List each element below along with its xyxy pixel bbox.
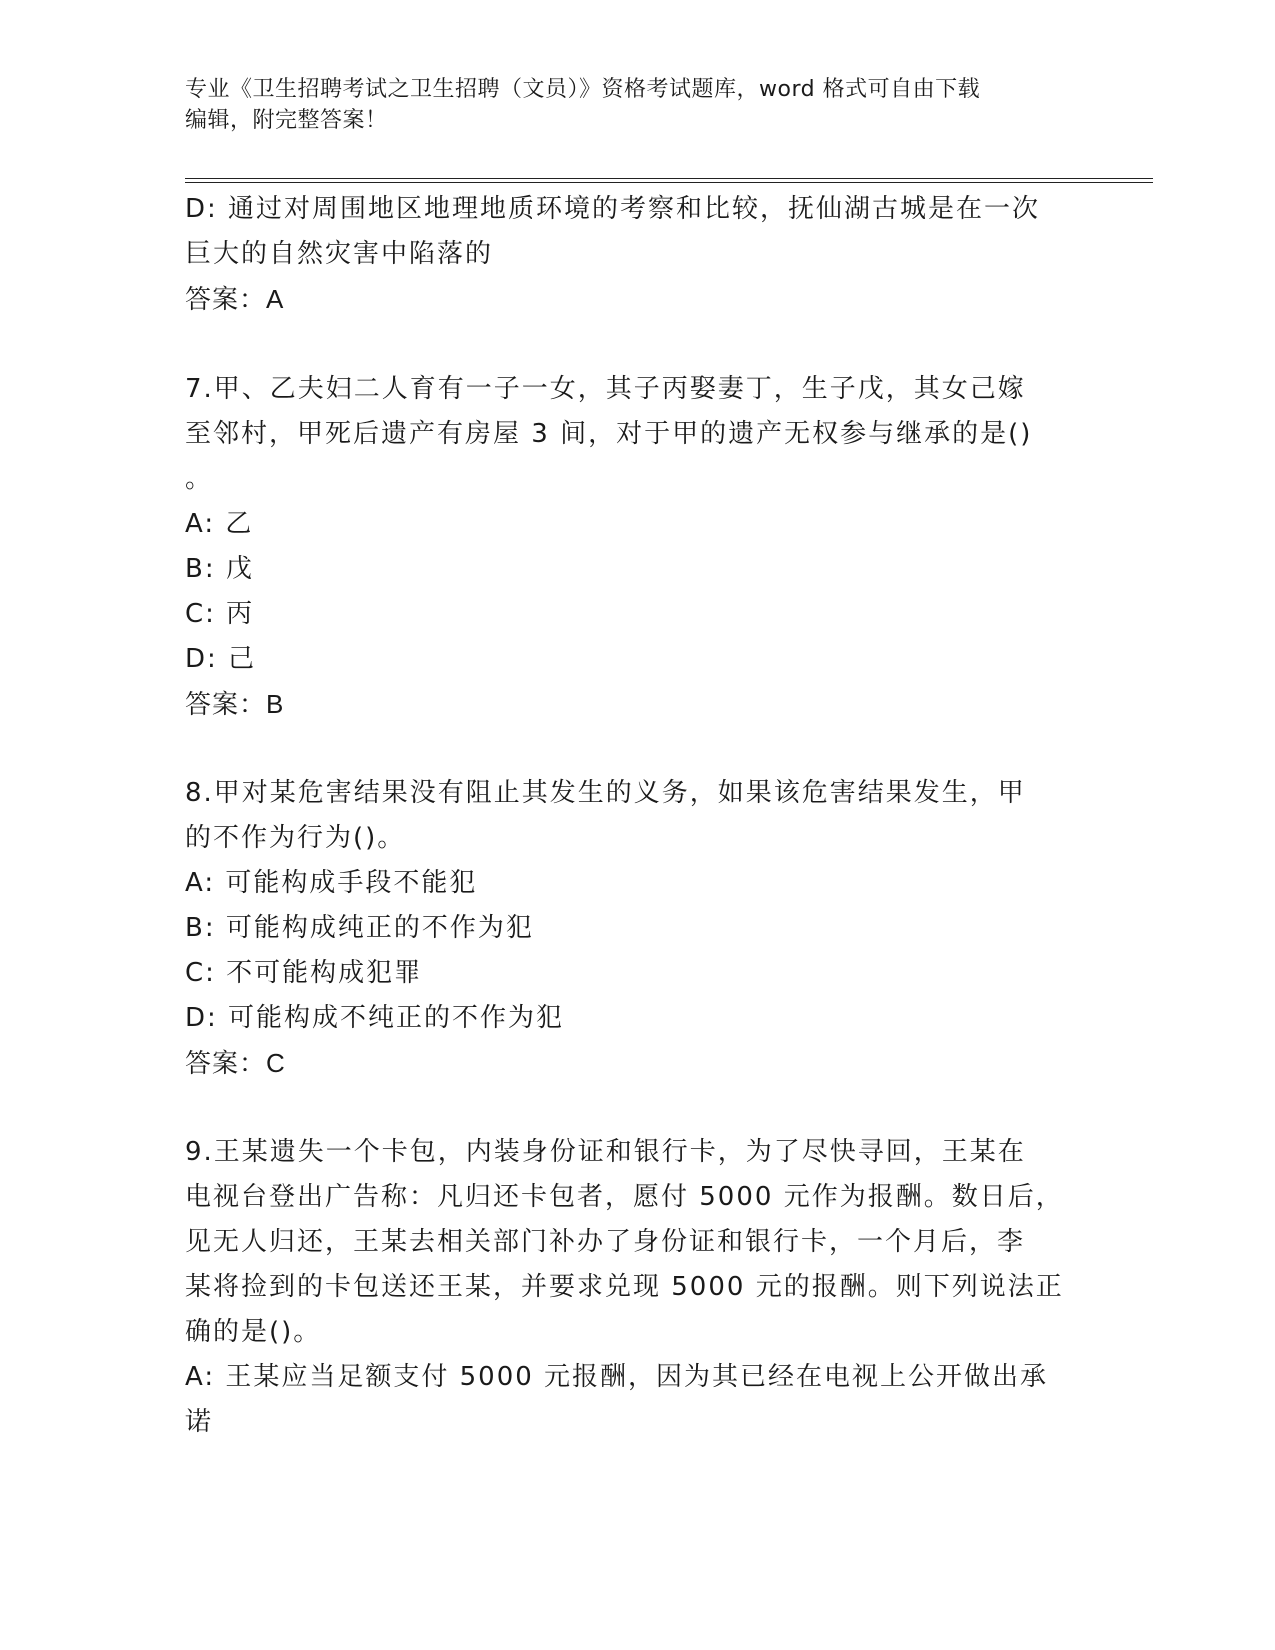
q7-option-d: D: 己 [185,644,257,674]
q6-answer: 答案：A [185,284,285,314]
question-6-tail [185,187,1085,322]
q8-answer: 答案：C [185,1048,286,1078]
q6-option-d-line-1: D: 通过对周围地区地理地质环境的考察和比较，抚仙湖古城是在一次 [185,194,1041,224]
q9-option-a-line-1: A: 王某应当足额支付 5000 元报酬，因为其已经在电视上公开做出承 [185,1362,1049,1392]
q9-stem-line-4: 某将捡到的卡包送还王某，并要求兑现 5000 元的报酬。则下列说法正 [185,1272,1064,1302]
document-body [185,187,1085,1445]
q9-stem-line-2: 电视台登出广告称：凡归还卡包者，愿付 5000 元作为报酬。数日后， [185,1182,1064,1212]
q7-stem-line-3: 。 [185,464,214,494]
q7-option-a: A: 乙 [185,509,254,539]
q9-stem-line-3: 见无人归还，王某去相关部门补办了身份证和银行卡，一个月后，李 [185,1227,1026,1257]
q7-answer: 答案：B [185,689,285,719]
question-7 [185,367,1085,727]
q8-stem-line-1: 8.甲对某危害结果没有阻止其发生的义务，如果该危害结果发生，甲 [185,778,1026,808]
q9-stem-line-5: 确的是()。 [185,1317,322,1347]
q6-option-d-line-2: 巨大的自然灾害中陷落的 [185,239,494,269]
q8-option-c: C: 不可能构成犯罪 [185,958,423,988]
spacer [185,727,1085,771]
q7-stem-line-1: 7.甲、乙夫妇二人育有一子一女，其子丙娶妻丁，生子戊，其女己嫁 [185,374,1026,404]
q9-option-a-line-2: 诺 [185,1407,214,1437]
q8-option-d: D: 可能构成不纯正的不作为犯 [185,1003,565,1033]
q7-option-b: B: 戊 [185,554,254,584]
spacer [185,322,1085,367]
q7-stem-line-2: 至邻村，甲死后遗产有房屋 3 间，对于甲的遗产无权参与继承的是() [185,419,1033,449]
spacer [185,1086,1085,1130]
document-header [185,74,1065,136]
header-line-1: 专业《卫生招聘考试之卫生招聘（文员）》资格考试题库，word 格式可自由下载 [185,77,981,102]
q8-stem-line-2: 的不作为行为()。 [185,823,406,853]
q9-stem-line-1: 9.王某遗失一个卡包，内装身份证和银行卡，为了尽快寻回，王某在 [185,1137,1026,1167]
q7-option-c: C: 丙 [185,599,255,629]
question-9 [185,1130,1085,1445]
q8-option-a: A: 可能构成手段不能犯 [185,868,478,898]
question-8 [185,771,1085,1086]
header-divider-bottom [185,182,1153,183]
header-divider-top [185,178,1153,179]
q8-option-b: B: 可能构成纯正的不作为犯 [185,913,534,943]
header-line-2: 编辑，附完整答案！ [185,108,388,133]
